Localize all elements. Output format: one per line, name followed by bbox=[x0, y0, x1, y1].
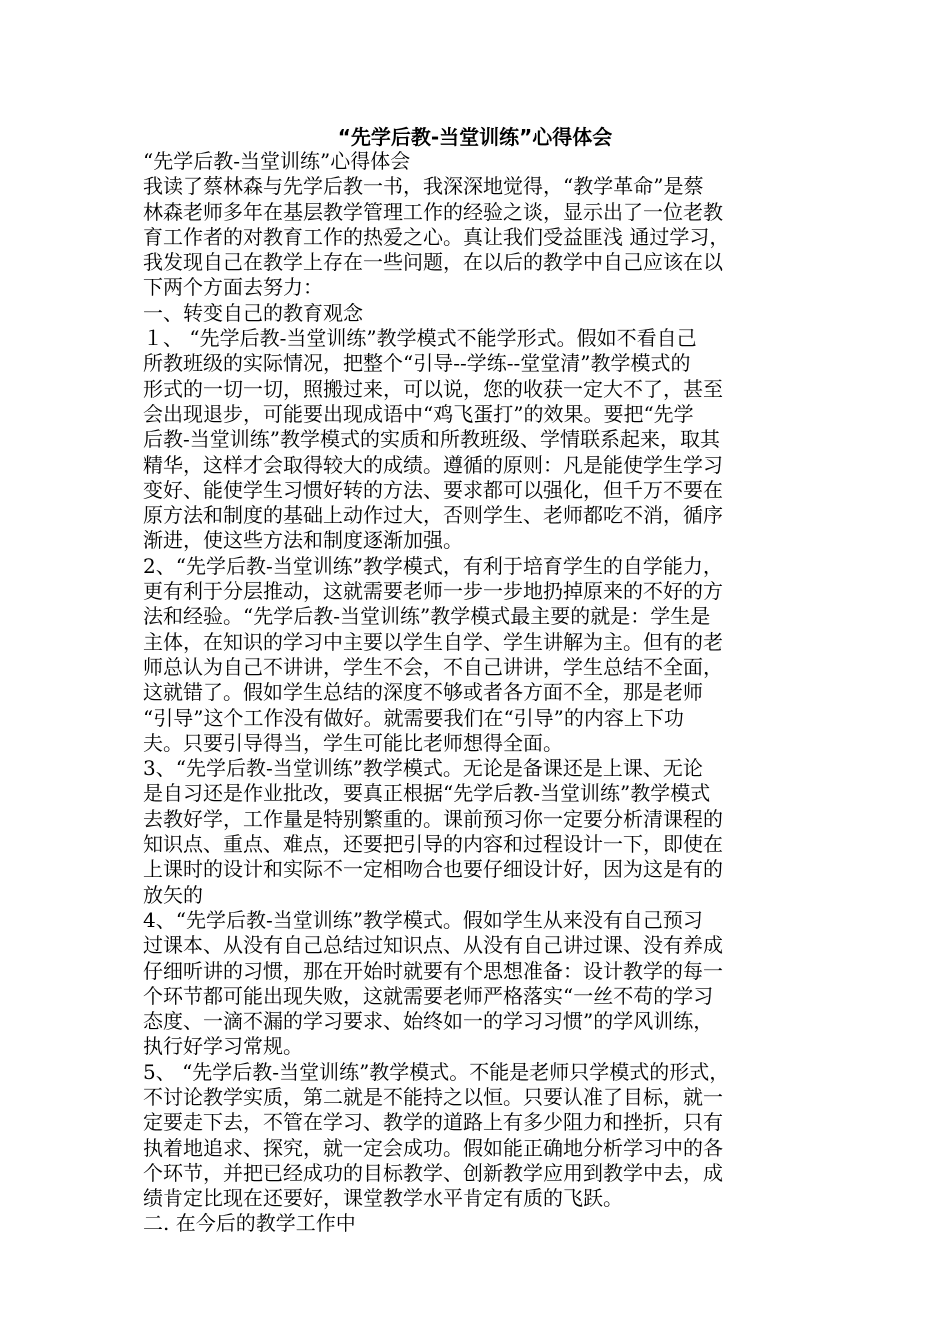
body-line: 定要走下去，不管在学习、教学的道路上有多少阻力和挫折，只有 bbox=[143, 1110, 723, 1135]
body-line: 法和经验。“先学后教-当堂训练”教学模式最主要的就是：学生是 bbox=[143, 604, 711, 629]
body-line: 会出现退步，可能要出现成语中“鸡飞蛋打”的效果。要把“先学 bbox=[143, 401, 694, 426]
body-line: 原方法和制度的基础上动作过大，否则学生、老师都吃不消，循序 bbox=[143, 503, 723, 528]
body-line: 精华，这样才会取得较大的成绩。遵循的原则：凡是能使学生学习 bbox=[143, 452, 723, 477]
body-line: 上课时的设计和实际不一定相吻合也要仔细设计好，因为这是有的 bbox=[143, 857, 723, 882]
body-line: 3、“先学后教-当堂训练”教学模式。无论是备课还是上课、无论 bbox=[143, 756, 703, 781]
body-line: “引导”这个工作没有做好。就需要我们在“引导”的内容上下功 bbox=[143, 705, 684, 730]
body-line: 4、“先学后教-当堂训练”教学模式。假如学生从来没有自己预习 bbox=[143, 907, 703, 932]
body-line: 林森老师多年在基层教学管理工作的经验之谈，显示出了一位老教 bbox=[143, 199, 723, 224]
body-line: 执着地追求、探究，就一定会成功。假如能正确地分析学习中的各 bbox=[143, 1135, 723, 1160]
body-line: 二. 在今后的教学工作中 bbox=[143, 1211, 356, 1236]
body-line: 后教-当堂训练”教学模式的实质和所教班级、学情联系起来，取其 bbox=[143, 427, 720, 452]
document-title: “先学后教-当堂训练”心得体会 bbox=[337, 125, 613, 149]
body-line: 育工作者的对教育工作的热爱之心。真让我们受益匪浅 通过学习， bbox=[143, 224, 730, 249]
body-line: 是自习还是作业批改，要真正根据“先学后教-当堂训练”教学模式 bbox=[143, 781, 711, 806]
body-line: 变好、能使学生习惯好转的方法、要求都可以强化，但千万不要在 bbox=[143, 477, 723, 502]
body-line: １、 “先学后教-当堂训练”教学模式不能学形式。假如不看自己 bbox=[143, 326, 697, 351]
body-line: 主体，在知识的学习中主要以学生自学、学生讲解为主。但有的老 bbox=[143, 629, 723, 654]
body-line: 个环节，并把已经成功的目标教学、创新教学应用到教学中去，成 bbox=[143, 1160, 723, 1185]
body-line: 更有利于分层推动，这就需要老师一步一步地扔掉原来的不好的方 bbox=[143, 579, 723, 604]
body-line: 所教班级的实际情况，把整个“引导--学练--堂堂清”教学模式的 bbox=[143, 351, 691, 376]
body-line: 这就错了。假如学生总结的深度不够或者各方面不全，那是老师 bbox=[143, 680, 703, 705]
body-line: 夫。只要引导得当，学生可能比老师想得全面。 bbox=[143, 730, 563, 755]
body-line: 不讨论教学实质，第二就是不能持之以恒。只要认准了目标，就一 bbox=[143, 1084, 723, 1109]
body-line: 师总认为自己不讲讲，学生不会，不自己讲讲，学生总结不全面， bbox=[143, 654, 723, 679]
body-line: 下两个方面去努力： bbox=[143, 275, 323, 300]
body-line: 去教好学，工作量是特别繁重的。课前预习你一定要分析清课程的 bbox=[143, 806, 723, 831]
body-line: 2、“先学后教-当堂训练”教学模式，有利于培育学生的自学能力， bbox=[143, 553, 723, 578]
body-line: 我读了蔡林森与先学后教一书，我深深地觉得，“教学革命”是蔡 bbox=[143, 174, 704, 199]
body-line: 过课本、从没有自己总结过知识点、从没有自己讲过课、没有养成 bbox=[143, 933, 723, 958]
body-line: 一、转变自己的教育观念 bbox=[143, 300, 363, 325]
body-line: 个环节都可能出现失败，这就需要老师严格落实“一丝不苟的学习 bbox=[143, 983, 714, 1008]
document-body bbox=[143, 149, 815, 1237]
body-line: 知识点、重点、难点，还要把引导的内容和过程设计一下，即使在 bbox=[143, 832, 723, 857]
body-line: 形式的一切一切，照搬过来，可以说，您的收获一定大不了，甚至 bbox=[143, 376, 723, 401]
body-line: 态度、一滴不漏的学习要求、始终如一的学习习惯”的学风训练， bbox=[143, 1009, 714, 1034]
body-line: 仔细听讲的习惯，那在开始时就要有个思想准备：设计教学的每一 bbox=[143, 958, 723, 983]
body-line: 我发现自己在教学上存在一些问题，在以后的教学中自己应该在以 bbox=[143, 250, 723, 275]
body-line: 绩肯定比现在还要好，课堂教学水平肯定有质的飞跃。 bbox=[143, 1186, 623, 1211]
body-line: 执行好学习常规。 bbox=[143, 1034, 303, 1059]
body-line: 5、 “先学后教-当堂训练”教学模式。不能是老师只学模式的形式， bbox=[143, 1059, 730, 1084]
body-line: 渐进，使这些方法和制度逐渐加强。 bbox=[143, 528, 463, 553]
body-line: 放矢的 bbox=[143, 882, 203, 907]
body-line: “先学后教-当堂训练”心得体会 bbox=[143, 149, 411, 173]
